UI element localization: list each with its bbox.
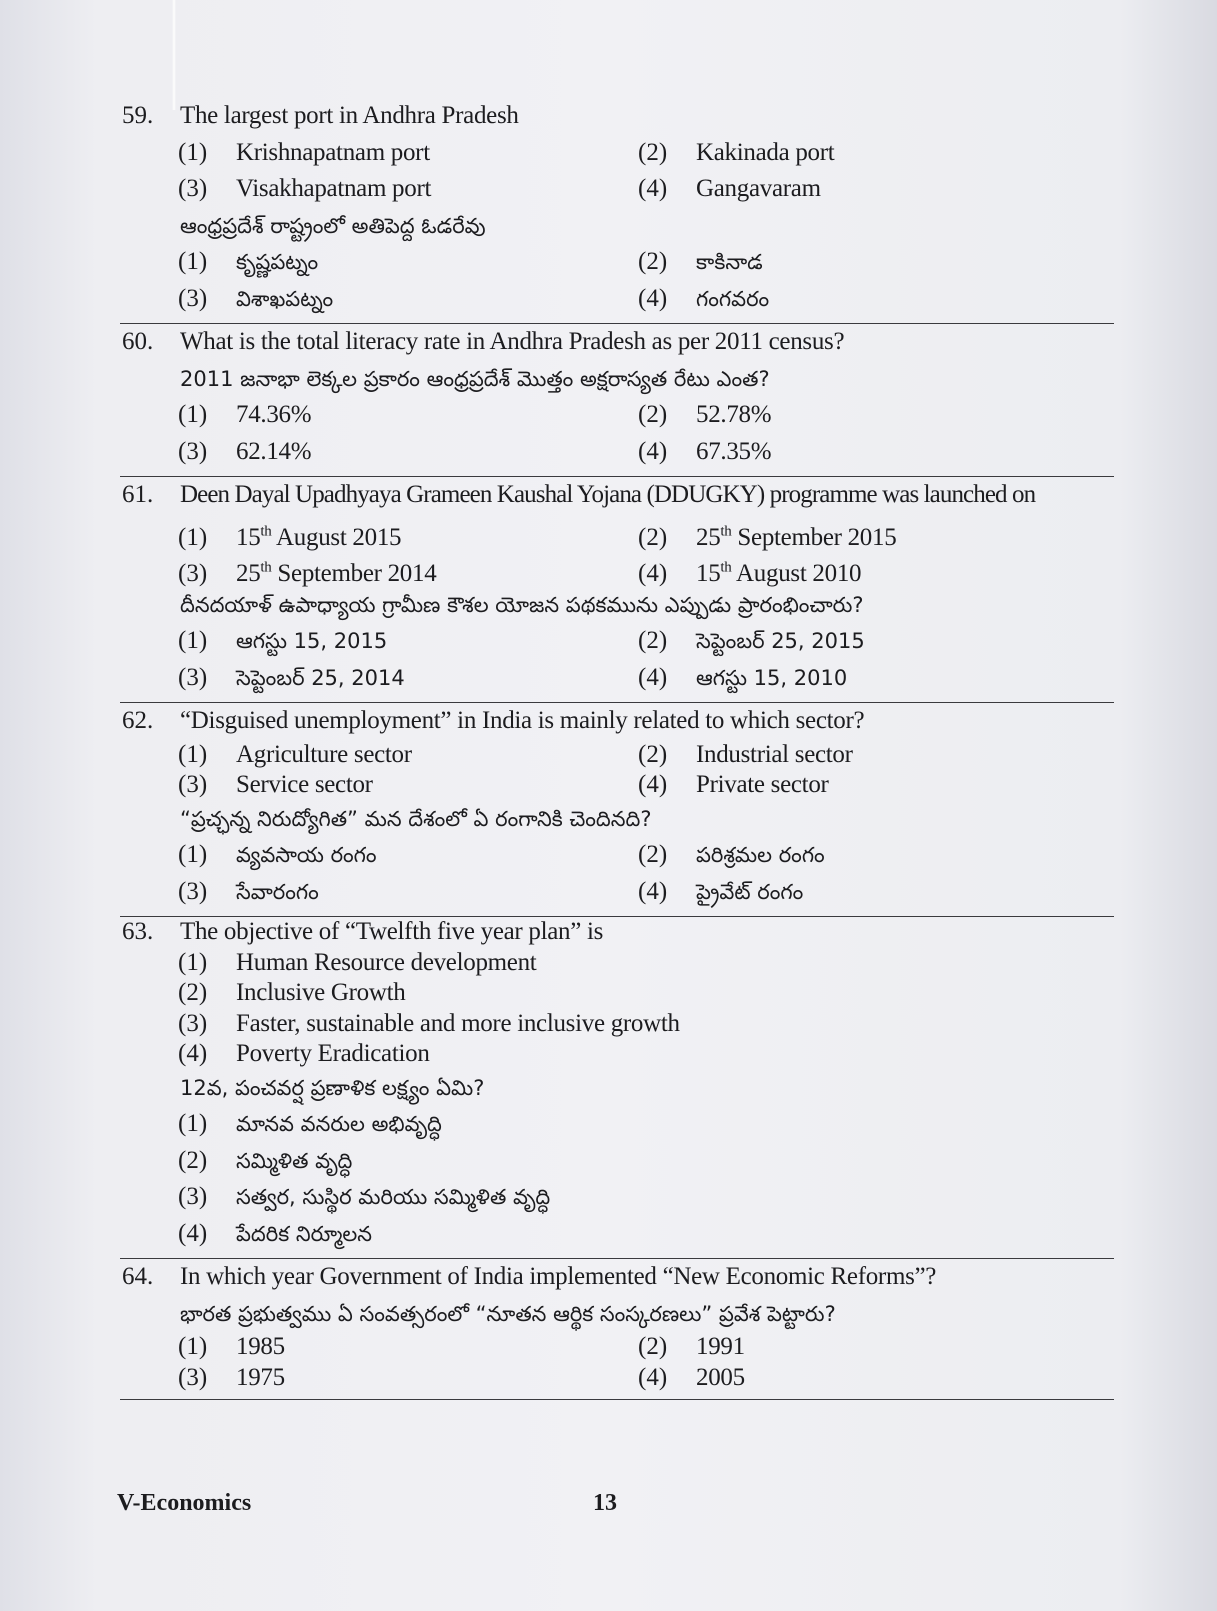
page-number: 13: [593, 1490, 617, 1516]
option-1-en: (1) Agriculture sector: [178, 740, 412, 768]
question-number: 60.: [122, 328, 154, 355]
question-stem-te: “ప్రచ్ఛన్న నిరుద్యోగిత” మన దేశంలో ఏ రంగానికి చెందినది?: [180, 806, 652, 831]
option-2-en: (2) Industrial sector: [638, 740, 853, 768]
question-stem-en: In which year Government of India implemented “New Economic Reforms”?: [180, 1263, 937, 1290]
option-3-te: (3) సత్వర, సుస్థిర మరియు సమ్మిళిత వృద్ధి: [178, 1183, 551, 1210]
footer-subject: V-Economics: [117, 1490, 252, 1516]
option-4-en: (4) Gangavaram: [638, 175, 821, 202]
option-1-te: (1) ఆగస్టు 15, 2015: [178, 627, 388, 654]
question-60: [118, 324, 1114, 476]
option-2: (2) 1991: [638, 1333, 745, 1360]
question-64: [118, 1259, 1114, 1399]
question-63: [118, 917, 1114, 1258]
option-2-en: (2) Inclusive Growth: [178, 979, 406, 1006]
option-3: (3) 1975: [178, 1363, 285, 1391]
option-2-te: (2) సమ్మిళిత వృద్ధి: [178, 1146, 353, 1174]
question-stem-te: భారత ప్రభుత్వము ఏ సంవత్సరంలో “నూతన ఆర్థిక సంస్కరణలు” ప్రవేశ పెట్టారు?: [180, 1301, 836, 1326]
paper-fold-mark: [172, 0, 176, 110]
option-3-en: (3) Faster, sustainable and more inclusive growth: [178, 1009, 680, 1037]
option-1: (1) 74.36%: [178, 401, 312, 428]
option-1-te: (1) కృష్ణపట్నం: [178, 248, 319, 275]
option-4-te: (4) ఆగస్టు 15, 2010: [638, 663, 848, 691]
option-2-te: (2) పరిశ్రమల రంగం: [638, 841, 825, 868]
question-59: [118, 98, 1114, 323]
question-divider: [120, 1399, 1114, 1400]
question-stem-en: The largest port in Andhra Pradesh: [180, 102, 519, 129]
option-4-te: (4) గంగవరం: [638, 284, 770, 312]
page-footer: [0, 1490, 1217, 1524]
option-2: (2) 52.78%: [638, 401, 772, 428]
option-4-en: (4) Private sector: [638, 771, 829, 798]
question-stem-en: The objective of “Twelfth five year plan” is: [180, 918, 604, 945]
option-3-te: (3) సెప్టెంబర్ 25, 2014: [178, 663, 405, 691]
option-4-en: (4) Poverty Eradication: [178, 1040, 430, 1067]
option-1-en: (1) 15th August 2015: [178, 523, 402, 551]
question-stem-te: ఆంధ్రప్రదేశ్ రాష్ట్రంలో అతిపెద్ద ఓడరేవు: [180, 213, 486, 238]
option-4-en: (4) 15th August 2010: [638, 560, 862, 588]
option-3: (3) 62.14%: [178, 437, 312, 465]
option-2-te: (2) కాకినాడ: [638, 248, 763, 275]
option-1-te: (1) వ్యవసాయ రంగం: [178, 841, 377, 868]
question-stem-en: What is the total literacy rate in Andhra Pradesh as per 2011 census?: [180, 328, 845, 355]
option-2-en: (2) 25th September 2015: [638, 523, 897, 551]
option-3-en: (3) Visakhapatnam port: [178, 175, 432, 202]
question-list: [118, 98, 1114, 1400]
option-3-te: (3) విశాఖపట్నం: [178, 284, 334, 312]
question-number: 62.: [122, 707, 154, 734]
question-stem-en: Deen Dayal Upadhyaya Grameen Kaushal Yojana (DDUGKY) programme was launched on: [180, 481, 1036, 508]
option-2-te: (2) సెప్టెంబర్ 25, 2015: [638, 627, 865, 654]
option-4-te: (4) పేదరిక నిర్మూలన: [178, 1219, 373, 1247]
option-1-en: (1) Krishnapatnam port: [178, 138, 430, 166]
option-3-en: (3) Service sector: [178, 771, 373, 798]
option-2-en: (2) Kakinada port: [638, 138, 835, 166]
question-number: 63.: [122, 918, 154, 945]
option-1: (1) 1985: [178, 1333, 285, 1360]
question-stem-te: 12వ, పంచవర్ష ప్రణాళిక లక్ష్యం ఏమి?: [180, 1075, 485, 1100]
option-1-en: (1) Human Resource development: [178, 948, 537, 976]
option-4-te: (4) ప్రైవేట్ రంగం: [638, 877, 804, 905]
question-number: 64.: [122, 1263, 154, 1290]
option-4: (4) 67.35%: [638, 437, 772, 465]
option-1-te: (1) మానవ వనరుల అభివృద్ధి: [178, 1110, 442, 1137]
question-stem-en: “Disguised unemployment” in India is mainly related to which sector?: [180, 707, 865, 734]
question-stem-te: దీనదయాళ్ ఉపాధ్యాయ గ్రామీణ కౌశల యోజన పథకమును ఎప్పుడు ప్రారంభించారు?: [180, 592, 864, 617]
question-62: [118, 703, 1114, 916]
option-3-en: (3) 25th September 2014: [178, 560, 437, 588]
question-stem-te: 2011 జనాభా లెక్కల ప్రకారం ఆంధ్రప్రదేశ్ మొత్తం అక్షరాస్యత రేటు ఎంత?: [180, 366, 770, 391]
question-number: 61.: [122, 481, 154, 508]
option-3-te: (3) సేవారంగం: [178, 877, 319, 905]
question-61: [118, 477, 1114, 702]
question-number: 59.: [122, 102, 154, 129]
option-4: (4) 2005: [638, 1363, 745, 1391]
